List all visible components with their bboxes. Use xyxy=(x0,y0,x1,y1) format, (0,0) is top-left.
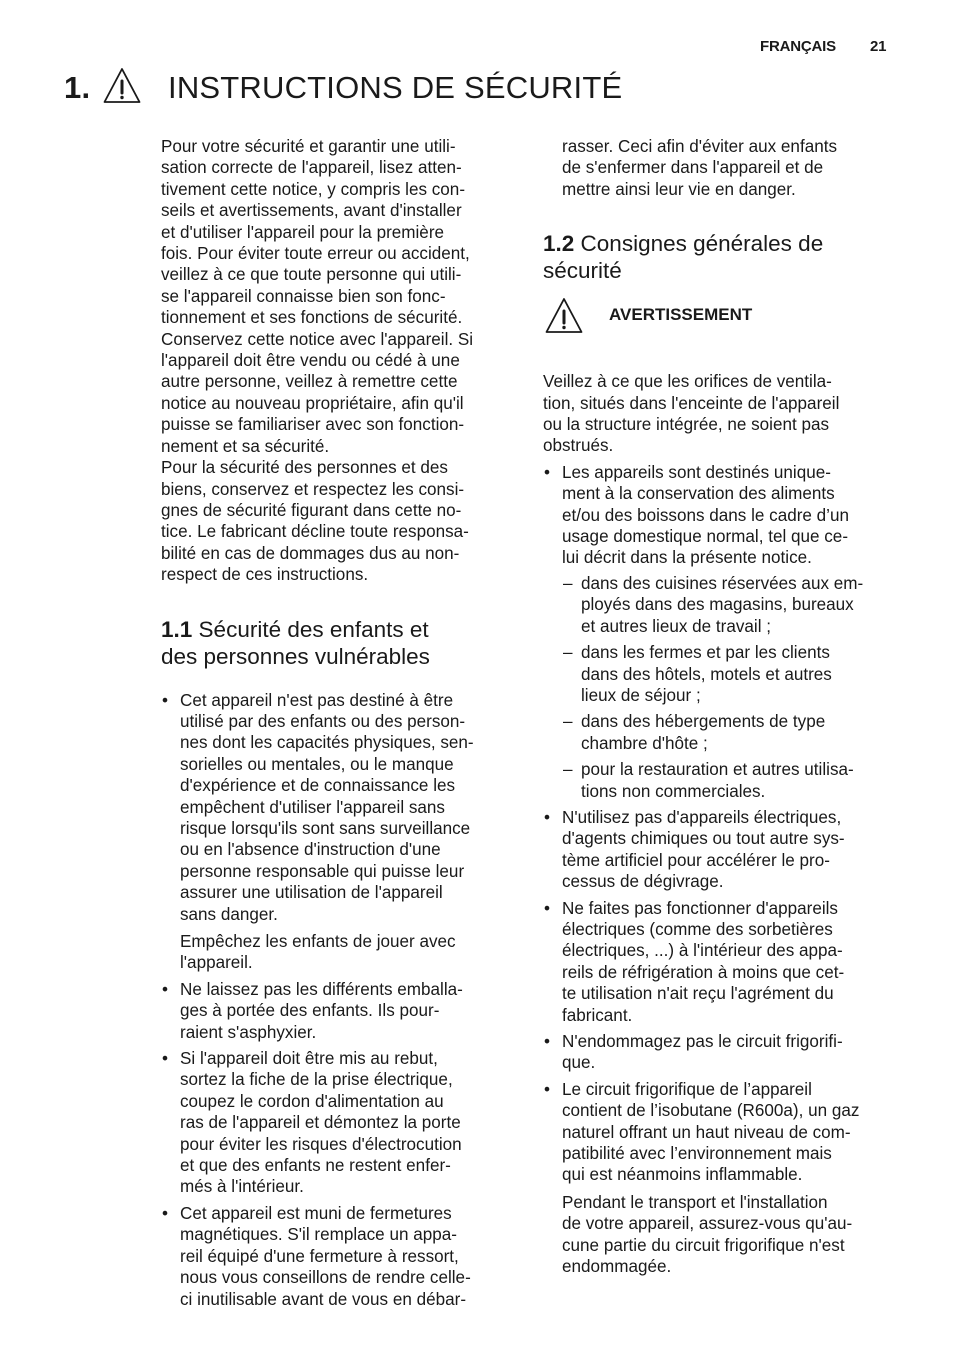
text-line: et d'utiliser l'appareil pour la première xyxy=(161,222,445,242)
text-line: ployés dans des magasins, bureaux xyxy=(581,595,854,615)
section-title-line: Consignes générales de xyxy=(580,231,824,257)
text-line: coupez le cordon d'alimentation au xyxy=(180,1091,444,1111)
text-line: biens, conservez et respectez les consi- xyxy=(161,479,465,499)
text-line: l'appareil. xyxy=(180,953,253,973)
text-line: ci inutilisable avant de vous en débar- xyxy=(180,1289,467,1309)
text-line: se l'appareil connaisse bien son fonc- xyxy=(161,286,446,306)
text-line: d'expérience et de connaissance les xyxy=(180,776,456,796)
text-line: tionnement et ses fonctions de sécurité. xyxy=(161,308,463,328)
ventilation-paragraph xyxy=(543,371,903,457)
right-column xyxy=(543,136,903,1282)
list-item xyxy=(543,807,903,893)
text-line: utilisé par des enfants ou des person- xyxy=(180,711,466,731)
text-line: personne responsable qui puisse leur xyxy=(180,861,465,881)
section-heading-1-2 xyxy=(543,230,903,284)
text-line: dans des hébergements de type xyxy=(581,712,826,732)
sublist-item xyxy=(562,642,903,706)
text-line: ou la structure intégrée, ne soient pas xyxy=(543,415,830,435)
text-line: et/ou des boissons dans le cadre d’un xyxy=(562,505,849,525)
text-line: dans des hôtels, motels et autres xyxy=(581,664,832,684)
general-safety-list xyxy=(543,462,903,1278)
section-title-line: Sécurité des enfants et xyxy=(198,616,429,642)
left-column xyxy=(161,136,514,1315)
text-line: d'agents chimiques ou tout autre sys- xyxy=(562,829,845,849)
text-line: sans danger. xyxy=(180,904,278,924)
text-line: tice. Le fabricant décline toute responsa- xyxy=(161,522,469,542)
text-line: cune partie du circuit frigorifique n'est xyxy=(562,1235,845,1255)
text-line: et autres lieux de travail ; xyxy=(581,616,772,636)
text-line: dans des cuisines réservées aux em- xyxy=(581,573,864,593)
continued-paragraph xyxy=(543,136,903,200)
list-item-subparagraph xyxy=(562,1192,903,1278)
text-line: Pour votre sécurité et garantir une utili- xyxy=(161,137,456,156)
text-line: rasser. Ceci afin d'éviter aux enfants xyxy=(562,137,838,156)
text-line: obstrués. xyxy=(543,436,614,456)
text-line: cessus de dégivrage. xyxy=(562,872,724,892)
section-title-line: des personnes vulnérables xyxy=(161,643,430,669)
text-line: électriques, ...) à l'intérieur des appa- xyxy=(562,941,843,961)
section-number: 1.2 xyxy=(543,231,575,257)
text-line: de votre appareil, assurez-vous qu'au- xyxy=(562,1214,853,1234)
list-item-subparagraph xyxy=(180,931,514,974)
text-line: Empêchez les enfants de jouer avec xyxy=(180,932,456,951)
list-item xyxy=(161,690,514,974)
text-line: de s'enfermer dans l'appareil et de xyxy=(562,158,824,178)
text-line: usage domestique normal, tel que ce- xyxy=(562,527,849,547)
warning-triangle-icon xyxy=(102,66,142,106)
text-line: Ne laissez pas les différents emballa- xyxy=(180,979,463,999)
text-line: nes dont les capacités physiques, sen- xyxy=(180,733,474,753)
section-heading-1-1 xyxy=(161,616,514,670)
list-item xyxy=(543,1079,903,1278)
chapter-number: 1. xyxy=(64,70,91,105)
list-item xyxy=(543,898,903,1026)
text-line: Pendant le transport et l'installation xyxy=(562,1192,828,1212)
section-number: 1.1 xyxy=(161,616,193,642)
text-line: Le circuit frigorifique de l’appareil xyxy=(562,1079,812,1099)
text-line: naturel offrant un haut niveau de com- xyxy=(562,1122,851,1142)
text-line: autre personne, veillez à remettre cette xyxy=(161,372,458,392)
text-line: gnes de sécurité figurant dans cette no- xyxy=(161,500,462,520)
text-line: Cet appareil n'est pas destiné à être xyxy=(180,690,454,710)
text-line: nous vous conseillons de rendre celle- xyxy=(180,1268,471,1288)
page-number: 21 xyxy=(870,38,887,55)
text-line: risque lorsqu'ils sont sans surveillance xyxy=(180,818,471,838)
text-line: ges à portée des enfants. Ils pour- xyxy=(180,1001,440,1021)
text-line: reil équipé d'une fermeture à ressort, xyxy=(180,1246,459,1266)
text-line: qui est néanmoins inflammable. xyxy=(562,1165,803,1185)
text-line: magnétiques. S'il remplace un appa- xyxy=(180,1225,457,1245)
text-line: ras de l'appareil et démontez la porte xyxy=(180,1113,461,1133)
text-line: te utilisation n'ait reçu l'agrément du xyxy=(562,984,834,1004)
text-line: fois. Pour éviter toute erreur ou accident, xyxy=(161,244,470,264)
text-line: tème artificiel pour accélérer le pro- xyxy=(562,850,830,870)
text-line: assurer une utilisation de l'appareil xyxy=(180,883,443,903)
text-line: ou en l'absence d'instruction d'une xyxy=(180,840,441,860)
header-language: FRANÇAIS xyxy=(760,38,836,55)
text-line: Veillez à ce que les orifices de ventila- xyxy=(543,372,832,392)
text-line: Cet appareil est muni de fermetures xyxy=(180,1203,452,1223)
text-line: tions non commerciales. xyxy=(581,781,766,801)
text-line: raient s'asphyxier. xyxy=(180,1022,317,1042)
sublist-item xyxy=(562,711,903,754)
text-line: Si l'appareil doit être mis au rebut, xyxy=(180,1049,438,1069)
text-line: bilité en cas de dommages dus au non- xyxy=(161,543,460,563)
text-line: N'utilisez pas d'appareils électriques, xyxy=(562,807,842,827)
text-line: Les appareils sont destinés unique- xyxy=(562,462,831,482)
text-line: Conservez cette notice avec l'appareil. Si xyxy=(161,329,474,349)
sublist-item xyxy=(562,759,903,802)
text-line: empêchent d'utiliser l'appareil sans xyxy=(180,797,445,817)
text-line: Pour la sécurité des personnes et des xyxy=(161,458,448,478)
list-item xyxy=(161,979,514,1043)
text-line: puisse se familiariser avec son fonction- xyxy=(161,415,465,435)
children-safety-list xyxy=(161,690,514,1310)
text-line: notice au nouveau propriétaire, afin qu'il xyxy=(161,393,464,413)
usage-sublist xyxy=(562,573,903,802)
text-line: que. xyxy=(562,1053,596,1073)
list-item xyxy=(543,462,903,802)
text-line: chambre d'hôte ; xyxy=(581,733,708,753)
text-line: lui décrit dans la présente notice. xyxy=(562,548,812,568)
warning-box xyxy=(543,304,903,352)
text-line: sortez la fiche de la prise électrique, xyxy=(180,1070,453,1090)
text-line: reils de réfrigération à moins que cet- xyxy=(562,962,845,982)
text-line: mettre ainsi leur vie en danger. xyxy=(562,179,796,199)
warning-triangle-icon xyxy=(544,296,584,336)
intro-paragraph xyxy=(161,136,514,586)
text-line: Ne faites pas fonctionner d'appareils xyxy=(562,898,838,918)
text-line: pour éviter les risques d'électrocution xyxy=(180,1134,462,1154)
text-line: sorielles ou mentales, ou le manque xyxy=(180,754,454,774)
text-line: veillez à ce que toute personne qui utili- xyxy=(161,265,462,285)
text-line: més à l'intérieur. xyxy=(180,1177,304,1197)
text-line: tivement cette notice, y compris les con- xyxy=(161,179,466,199)
text-line: respect de ces instructions. xyxy=(161,565,369,585)
text-line: seils et avertissements, avant d'installer xyxy=(161,201,462,221)
text-line: contient de l’isobutane (R600a), un gaz xyxy=(562,1101,860,1121)
text-line: et que des enfants ne restent enfer- xyxy=(180,1156,451,1176)
text-line: endommagée. xyxy=(562,1257,672,1277)
list-item xyxy=(161,1203,514,1310)
text-line: ment à la conservation des aliments xyxy=(562,484,835,504)
text-line: pour la restauration et autres utilisa- xyxy=(581,760,854,780)
text-line: électriques (comme des sorbetières xyxy=(562,919,833,939)
section-title-line: sécurité xyxy=(543,258,622,284)
text-line: fabricant. xyxy=(562,1005,633,1025)
text-line: dans les fermes et par les clients xyxy=(581,643,830,663)
list-item xyxy=(543,1031,903,1074)
chapter-title: INSTRUCTIONS DE SÉCURITÉ xyxy=(168,70,623,105)
text-line: sation correcte de l'appareil, lisez atten- xyxy=(161,158,462,178)
text-line: N'endommagez pas le circuit frigorifi- xyxy=(562,1032,843,1051)
text-line: lieux de séjour ; xyxy=(581,685,701,705)
text-line: patibilité avec l’environnement mais xyxy=(562,1144,832,1164)
sublist-item xyxy=(562,573,903,637)
text-line: l'appareil doit être vendu ou cédé à une xyxy=(161,351,460,371)
list-item xyxy=(161,1048,514,1198)
text-line: nement et sa sécurité. xyxy=(161,436,330,456)
text-line: tion, situés dans l'enceinte de l'appareil xyxy=(543,393,840,413)
warning-label: AVERTISSEMENT xyxy=(609,305,753,325)
